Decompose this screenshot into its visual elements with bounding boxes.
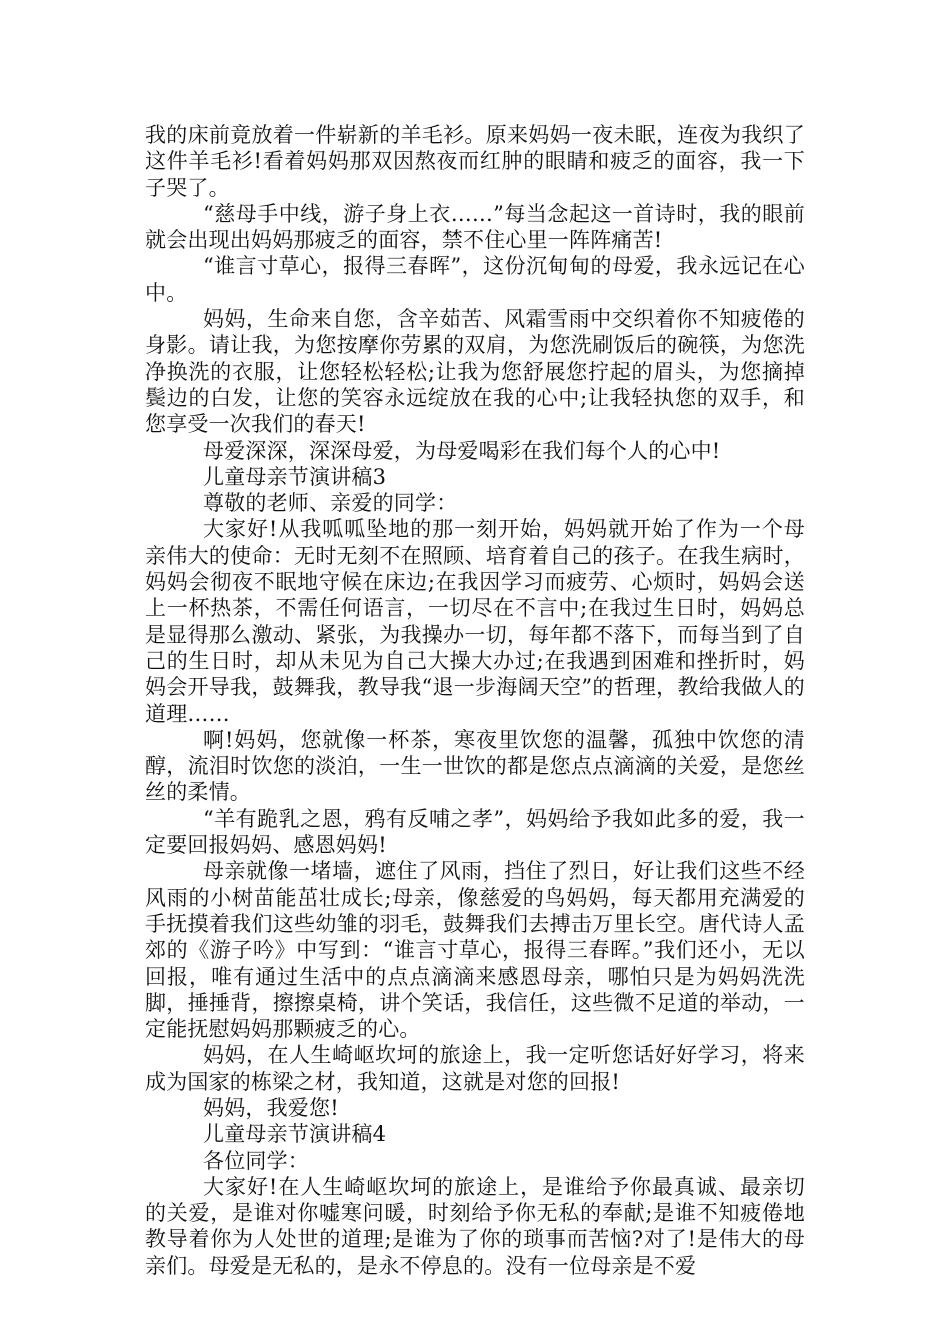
paragraph-5: 母爱深深，深深母爱，为母爱喝彩在我们每个人的心中!: [203, 438, 721, 463]
section-heading-4: 儿童母亲节演讲稿4: [203, 1122, 387, 1147]
paragraph-3: “谁言寸草心，报得三春晖”，这份沉甸甸的母爱，我永远记在心中。: [145, 254, 805, 305]
paragraph-4: 妈妈，生命来自您，含辛茹苦、风霜雪雨中交织着你不知疲倦的身影。请让我，为您按摩你劳累的双肩，为您洗刷饭后的碗筷，为您洗净换洗的衣服，让您轻松轻松;让我为您舒展您拧起的眉头，为您摘掉鬓边的白发，让您的笑容永远绽放在我的心中;让我轻执您的双手，和您享受一次我们的春天!: [145, 307, 805, 437]
paragraph-11: 母亲就像一堵墙，遮住了风雨，挡住了烈日，好让我们这些不经风雨的小树苗能茁壮成长;母亲，像慈爱的鸟妈妈，每天都用充满爱的手抚摸着我们这些幼雏的羽毛，鼓舞我们去搏击万里长空。唐代诗人孟郊的《游子吟》中写到：“谁言寸草心，报得三春晖。”我们还小，无以回报，唯有通过生活中的点点滴滴来感恩母亲，哪怕只是为妈妈洗洗脚，捶捶背，擦擦桌椅，讲个笑话，我信任，这些微不足道的举动，一定能抚慰妈妈那颗疲乏的心。: [145, 859, 805, 1042]
paragraph-16: 大家好!在人生崎岖坎坷的旅途上，是谁给予你最真诚、最亲切的关爱，是谁对你嘘寒问暖，时刻给予你无私的奉献;是谁不知疲倦地教导着你为人处世的道理;是谁为了你的琐事而苦恼?对了!是伟大的母亲们。母爱是无私的，是永不停息的。没有一位母亲是不爱: [145, 1174, 805, 1278]
salutation-3: 尊敬的老师、亲爱的同学：: [203, 491, 458, 516]
paragraph-12: 妈妈，在人生崎岖坎坷的旅途上，我一定听您话好好学习，将来成为国家的栋梁之材，我知道，这就是对您的回报!: [145, 1043, 805, 1094]
document-body: [145, 122, 805, 1279]
paragraph-2: “慈母手中线，游子身上衣……”每当念起这一首诗时，我的眼前就会出现出妈妈那疲乏的面容，禁不住心里一阵阵痛苦!: [145, 201, 805, 253]
salutation-4: 各位同学：: [203, 1148, 309, 1173]
paragraph-8: 大家好!从我呱呱坠地的那一刻开始，妈妈就开始了作为一个母亲伟大的使命：无时无刻不在照顾、培育着自己的孩子。在我生病时，妈妈会彻夜不眠地守候在床边;在我因学习而疲劳、心烦时，妈妈会送上一杯热茶，不需任何语言，一切尽在不言中;在我过生日时，妈妈总是显得那么激动、紧张，为我操办一切，每年都不落下，而每当到了自己的生日时，却从未见为自己大操大办过;在我遇到困难和挫折时，妈妈会开导我，鼓舞我，教导我“退一步海阔天空”的哲理，教给我做人的道理……: [145, 517, 805, 726]
paragraph-10: “羊有跪乳之恩，鸦有反哺之孝”，妈妈给予我如此多的爱，我一定要回报妈妈、感恩妈妈!: [145, 806, 805, 858]
paragraph-1: 我的床前竟放着一件崭新的羊毛衫。原来妈妈一夜未眠，连夜为我织了这件羊毛衫!看着妈妈那双因熬夜而红肿的眼睛和疲乏的面容，我一下子哭了。: [145, 123, 805, 200]
paragraph-9: 啊!妈妈，您就像一杯茶，寒夜里饮您的温馨，孤独中饮您的清醇，流泪时饮您的淡泊，一生一世饮的都是您点点滴滴的关爱，是您丝丝的柔情。: [145, 727, 805, 805]
section-heading-3: 儿童母亲节演讲稿3: [203, 464, 387, 489]
paragraph-13: 妈妈，我爱您!: [203, 1095, 339, 1120]
